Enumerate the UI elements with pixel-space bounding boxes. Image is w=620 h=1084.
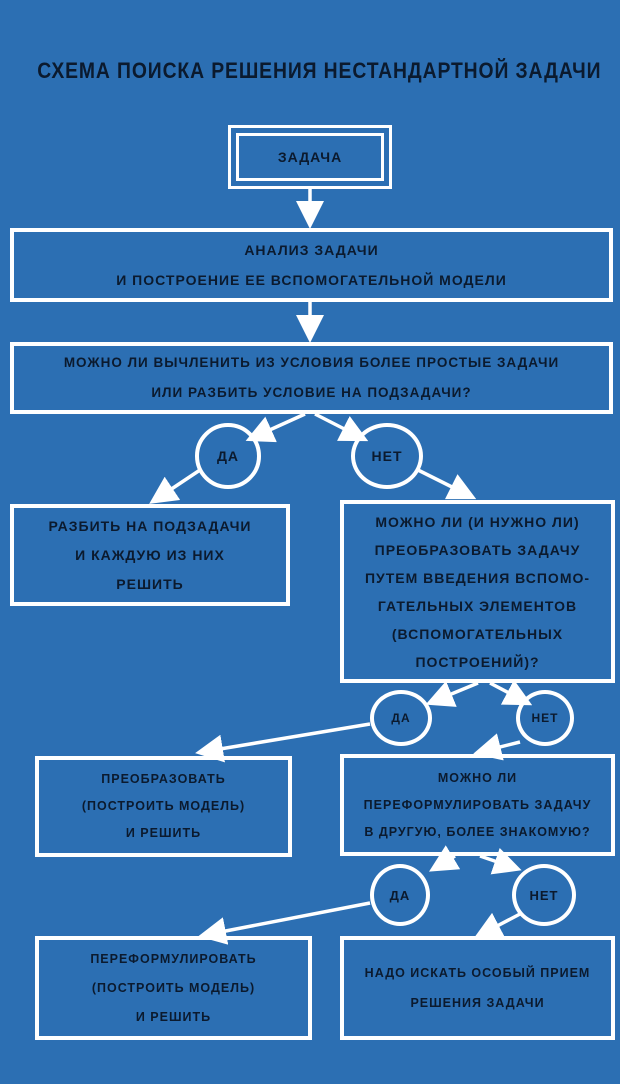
split-line: РАЗБИТЬ НА ПОДЗАДАЧИ xyxy=(48,517,252,534)
yes2-circle: ДА xyxy=(370,690,432,746)
yes1-circle: ДА xyxy=(195,423,261,489)
question2-line: ПРЕОБРАЗОВАТЬ ЗАДАЧУ xyxy=(374,541,581,558)
question3-line: В ДРУГУЮ, БОЛЕЕ ЗНАКОМУЮ? xyxy=(364,824,591,839)
arrow-question3-to-yes3 xyxy=(435,856,455,868)
task-box: ЗАДАЧА xyxy=(228,125,392,189)
transform-line: ПРЕОБРАЗОВАТЬ xyxy=(101,772,226,786)
special-line: НАДО ИСКАТЬ ОСОБЫЙ ПРИЕМ xyxy=(364,966,591,980)
reformulate-line: (ПОСТРОИТЬ МОДЕЛЬ) xyxy=(91,980,256,995)
reformulate-box xyxy=(35,936,312,1040)
arrow-yes1-to-split xyxy=(155,470,200,500)
split-line: И КАЖДУЮ ИЗ НИХ xyxy=(75,546,225,563)
arrow-no1-to-question2 xyxy=(418,470,470,496)
reformulate-line: И РЕШИТЬ xyxy=(135,1009,212,1024)
transform-line: (ПОСТРОИТЬ МОДЕЛЬ) xyxy=(81,799,246,813)
special-line: РЕШЕНИЯ ЗАДАЧИ xyxy=(410,996,545,1010)
arrow-no3-to-special xyxy=(480,914,520,935)
arrow-question2-to-yes2 xyxy=(432,683,478,702)
split-line: РЕШИТЬ xyxy=(116,575,184,592)
question3-box xyxy=(340,754,615,856)
diagram-title: СХЕМА ПОИСКА РЕШЕНИЯ НЕСТАНДАРТНОЙ ЗАДАЧИ xyxy=(37,58,602,83)
question3-line: МОЖНО ЛИ xyxy=(437,770,518,785)
transform-line: И РЕШИТЬ xyxy=(125,826,202,840)
question1-line: ИЛИ РАЗБИТЬ УСЛОВИЕ НА ПОДЗАДАЧИ? xyxy=(151,385,472,400)
split-box xyxy=(10,504,290,606)
question2-line: ГАТЕЛЬНЫХ ЭЛЕМЕНТОВ xyxy=(377,597,578,614)
arrow-question1-to-yes1 xyxy=(252,414,305,438)
arrow-no2-to-question3 xyxy=(480,742,520,752)
question3-line: ПЕРЕФОРМУЛИРОВАТЬ ЗАДАЧУ xyxy=(363,797,592,812)
question1-box xyxy=(10,342,613,414)
question2-box xyxy=(340,500,615,683)
analysis-box xyxy=(10,228,613,302)
analysis-line: И ПОСТРОЕНИЕ ЕЕ ВСПОМОГАТЕЛЬНОЙ МОДЕЛИ xyxy=(116,272,507,288)
reformulate-line: ПЕРЕФОРМУЛИРОВАТЬ xyxy=(90,951,257,966)
special-box xyxy=(340,936,615,1040)
question2-line: (ВСПОМОГАТЕЛЬНЫХ xyxy=(391,625,564,642)
question2-line: ПОСТРОЕНИЙ)? xyxy=(415,653,540,670)
no1-circle: НЕТ xyxy=(351,423,423,489)
arrow-question1-to-no1 xyxy=(315,414,362,438)
no2-circle: НЕТ xyxy=(516,690,574,746)
arrow-question2-to-no2 xyxy=(490,683,526,702)
question2-line: ПУТЕМ ВВЕДЕНИЯ ВСПОМО- xyxy=(364,569,591,586)
no3-circle: НЕТ xyxy=(512,864,576,926)
transform-box xyxy=(35,756,292,857)
yes3-circle: ДА xyxy=(370,864,430,926)
arrow-question3-to-no3 xyxy=(480,856,515,868)
question1-line: МОЖНО ЛИ ВЫЧЛЕНИТЬ ИЗ УСЛОВИЯ БОЛЕЕ ПРОСТЫЕ ЗАДАЧИ xyxy=(63,355,560,370)
analysis-line: АНАЛИЗ ЗАДАЧИ xyxy=(244,242,379,258)
arrow-yes2-to-transform xyxy=(202,724,370,752)
arrow-yes3-to-reformulate xyxy=(205,903,370,935)
question2-line: МОЖНО ЛИ (И НУЖНО ЛИ) xyxy=(375,513,580,530)
